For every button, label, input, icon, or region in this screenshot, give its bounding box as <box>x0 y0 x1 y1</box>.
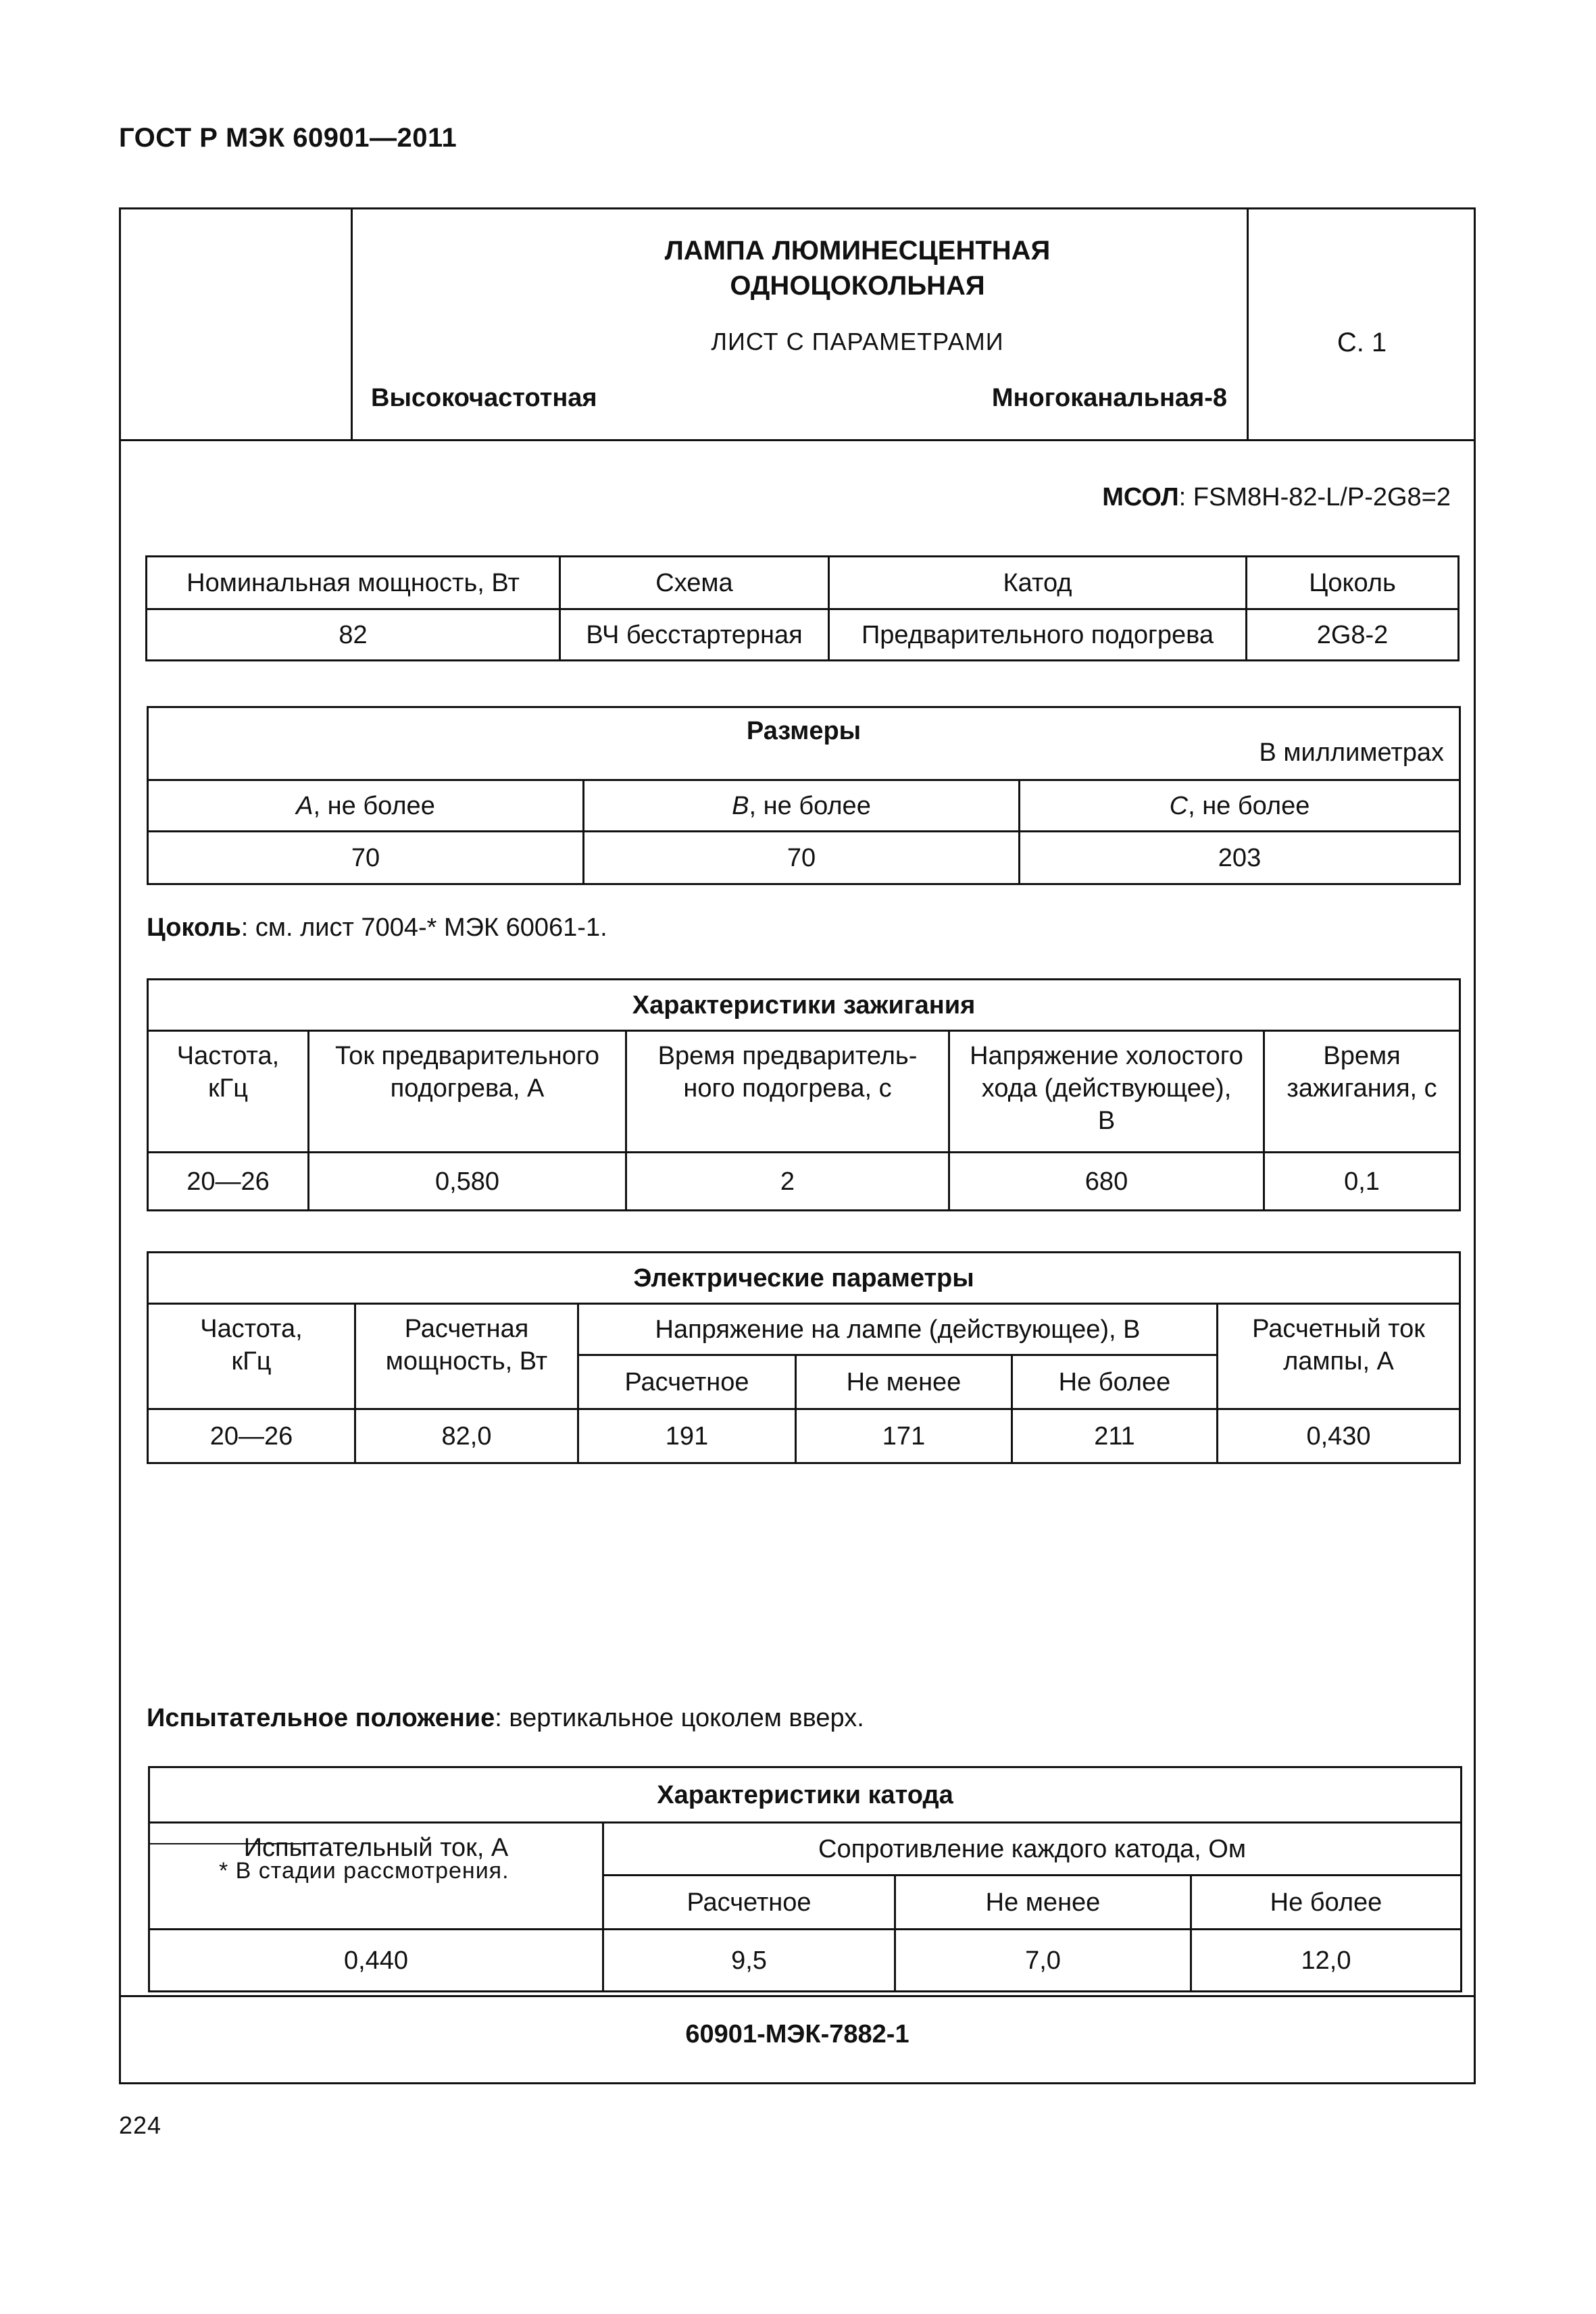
electrical-title-row <box>148 1253 1460 1304</box>
dimensions-table <box>147 706 1461 885</box>
ignition-title: Характеристики зажигания <box>148 980 1460 1031</box>
summary-value-base: 2G8-2 <box>1247 609 1459 661</box>
title-divider-left <box>351 209 353 439</box>
cathode-header-current: Испытательный ток, А <box>149 1823 603 1930</box>
electrical-value-rated: 191 <box>578 1409 796 1463</box>
ignition-header-open-voltage <box>949 1031 1264 1153</box>
mcol-value: : FSM8H-82-L/P-2G8=2 <box>1178 483 1451 511</box>
dimensions-header-row <box>148 780 1460 832</box>
ign-h3-l1: Напряжение холостого <box>970 1042 1243 1070</box>
dim-rest-a: , не более <box>313 791 435 820</box>
electrical-header-current <box>1218 1304 1460 1409</box>
dim-letter-b: В <box>732 791 749 820</box>
test-position-text: : вертикальное цоколем вверх. <box>495 1704 864 1732</box>
ignition-value-ignition-time: 0,1 <box>1264 1153 1460 1211</box>
mcol-label: МСОЛ <box>1102 483 1179 511</box>
dimensions-value-b: 70 <box>584 832 1020 884</box>
el-current-l1: Расчетный ток <box>1252 1315 1425 1343</box>
ign-h0-l1: Частота, <box>176 1042 280 1070</box>
el-power-l1: Расчетная <box>404 1315 529 1343</box>
title-line-1: ЛАМПА ЛЮМИНЕСЦЕНТНАЯ <box>664 236 1051 266</box>
ign-h4-l2: зажигания, с <box>1287 1074 1437 1103</box>
dimensions-header-b <box>584 780 1020 832</box>
summary-table <box>145 555 1460 661</box>
cathode-subheader-max: Не более <box>1191 1876 1462 1930</box>
dimensions-title: Размеры <box>746 717 862 745</box>
base-note-label: Цоколь <box>147 913 241 942</box>
dim-rest-c: , не более <box>1188 791 1310 820</box>
dim-letter-a: А <box>296 791 314 820</box>
el-freq-l1: Частота, <box>200 1315 303 1343</box>
el-power-l2: мощность, Вт <box>385 1347 548 1376</box>
dim-rest-b: , не более <box>749 791 871 820</box>
ign-h3-l3: В <box>1097 1107 1116 1135</box>
footnote: * В стадии рассмотрения. <box>219 1858 509 1884</box>
footnote-rule <box>148 1843 310 1844</box>
dimensions-title-cell <box>148 707 1460 780</box>
summary-header-circuit: Схема <box>560 557 829 609</box>
electrical-value-row <box>148 1409 1460 1463</box>
title-line-2: ОДНОЦОКОЛЬНАЯ <box>730 271 985 301</box>
cathode-header-resistance: Сопротивление каждого катода, Ом <box>603 1823 1462 1876</box>
ign-h1-l1: Ток предварительного <box>334 1042 600 1070</box>
ign-h2-l2: ного подогрева, с <box>683 1074 892 1103</box>
ignition-header-preheat-current <box>309 1031 626 1153</box>
base-note <box>147 913 607 942</box>
ign-h0-l2: кГц <box>208 1074 248 1103</box>
ignition-title-row <box>148 980 1460 1031</box>
mcol-designation <box>1102 483 1451 512</box>
ign-h2-l1: Время предваритель- <box>657 1042 918 1070</box>
ignition-header-ignition-time <box>1264 1031 1460 1153</box>
ignition-table <box>147 978 1461 1211</box>
summary-header-base: Цоколь <box>1247 557 1459 609</box>
ignition-value-open-voltage: 680 <box>949 1153 1264 1211</box>
sheet-frame <box>119 207 1476 2084</box>
electrical-subheader-rated: Расчетное <box>578 1355 796 1409</box>
electrical-header-row <box>148 1304 1460 1355</box>
ign-h3-l2: хода (действующее), <box>981 1074 1232 1103</box>
base-note-text: : см. лист 7004-* МЭК 60061-1. <box>241 913 607 942</box>
ignition-value-row <box>148 1153 1460 1211</box>
dimensions-value-row <box>148 832 1460 884</box>
electrical-value-min: 171 <box>796 1409 1012 1463</box>
type-label-left: Высокочастотная <box>371 384 597 412</box>
electrical-header-frequency <box>148 1304 355 1409</box>
document-header: ГОСТ Р МЭК 60901—2011 <box>119 123 457 153</box>
electrical-subheader-max: Не более <box>1012 1355 1218 1409</box>
page-reference: С. 1 <box>1337 328 1387 357</box>
sheet-label: ЛИСТ С ПАРАМЕТРАМИ <box>711 328 1004 355</box>
cathode-value-rated: 9,5 <box>603 1930 895 1992</box>
dimensions-value-a: 70 <box>148 832 584 884</box>
electrical-value-max: 211 <box>1012 1409 1218 1463</box>
sheet-code: 60901-МЭК-7882-1 <box>685 2020 909 2048</box>
electrical-value-frequency: 20—26 <box>148 1409 355 1463</box>
ign-h1-l2: подогрева, А <box>390 1074 545 1103</box>
cathode-value-row <box>149 1930 1462 1992</box>
summary-header-power: Номинальная мощность, Вт <box>147 557 560 609</box>
electrical-title: Электрические параметры <box>148 1253 1460 1304</box>
el-current-l2: лампы, А <box>1283 1347 1394 1376</box>
type-label-right: Многоканальная-8 <box>991 384 1227 412</box>
summary-value-power: 82 <box>147 609 560 661</box>
cathode-value-min: 7,0 <box>895 1930 1191 1992</box>
summary-header-cathode: Катод <box>829 557 1247 609</box>
footer-rule <box>121 1995 1474 1997</box>
ignition-value-frequency: 20—26 <box>148 1153 309 1211</box>
summary-value-circuit: ВЧ бесстартерная <box>560 609 829 661</box>
dim-letter-c: С <box>1169 791 1189 820</box>
electrical-value-current: 0,430 <box>1218 1409 1460 1463</box>
electrical-header-power <box>355 1304 578 1409</box>
ignition-header-frequency <box>148 1031 309 1153</box>
ignition-value-preheat-current: 0,580 <box>309 1153 626 1211</box>
test-position <box>147 1704 864 1733</box>
ignition-header-row <box>148 1031 1460 1153</box>
title-bottom-rule <box>121 439 1474 441</box>
electrical-value-power: 82,0 <box>355 1409 578 1463</box>
dimensions-header-c <box>1020 780 1460 832</box>
summary-value-cathode: Предварительного подогрева <box>829 609 1247 661</box>
sheet-title <box>354 233 1361 303</box>
summary-value-row <box>147 609 1459 661</box>
page-number: 224 <box>119 2111 162 2139</box>
dimensions-unit: В миллиметрах <box>1259 738 1444 767</box>
dimensions-header-a <box>148 780 584 832</box>
cathode-title-row <box>149 1767 1462 1823</box>
test-position-label: Испытательное положение <box>147 1704 495 1732</box>
electrical-header-voltage: Напряжение на лампе (действующее), В <box>578 1304 1218 1355</box>
cathode-value-current: 0,440 <box>149 1930 603 1992</box>
ignition-header-preheat-time <box>626 1031 949 1153</box>
dimensions-title-row <box>148 707 1460 780</box>
electrical-subheader-min: Не менее <box>796 1355 1012 1409</box>
ignition-value-preheat-time: 2 <box>626 1153 949 1211</box>
cathode-value-max: 12,0 <box>1191 1930 1462 1992</box>
summary-header-row <box>147 557 1459 609</box>
cathode-title: Характеристики катода <box>149 1767 1462 1823</box>
cathode-subheader-min: Не менее <box>895 1876 1191 1930</box>
el-freq-l2: кГц <box>231 1347 272 1376</box>
cathode-subheader-rated: Расчетное <box>603 1876 895 1930</box>
electrical-table <box>147 1251 1461 1464</box>
ign-h4-l1: Время <box>1323 1042 1401 1070</box>
dimensions-value-c: 203 <box>1020 832 1460 884</box>
